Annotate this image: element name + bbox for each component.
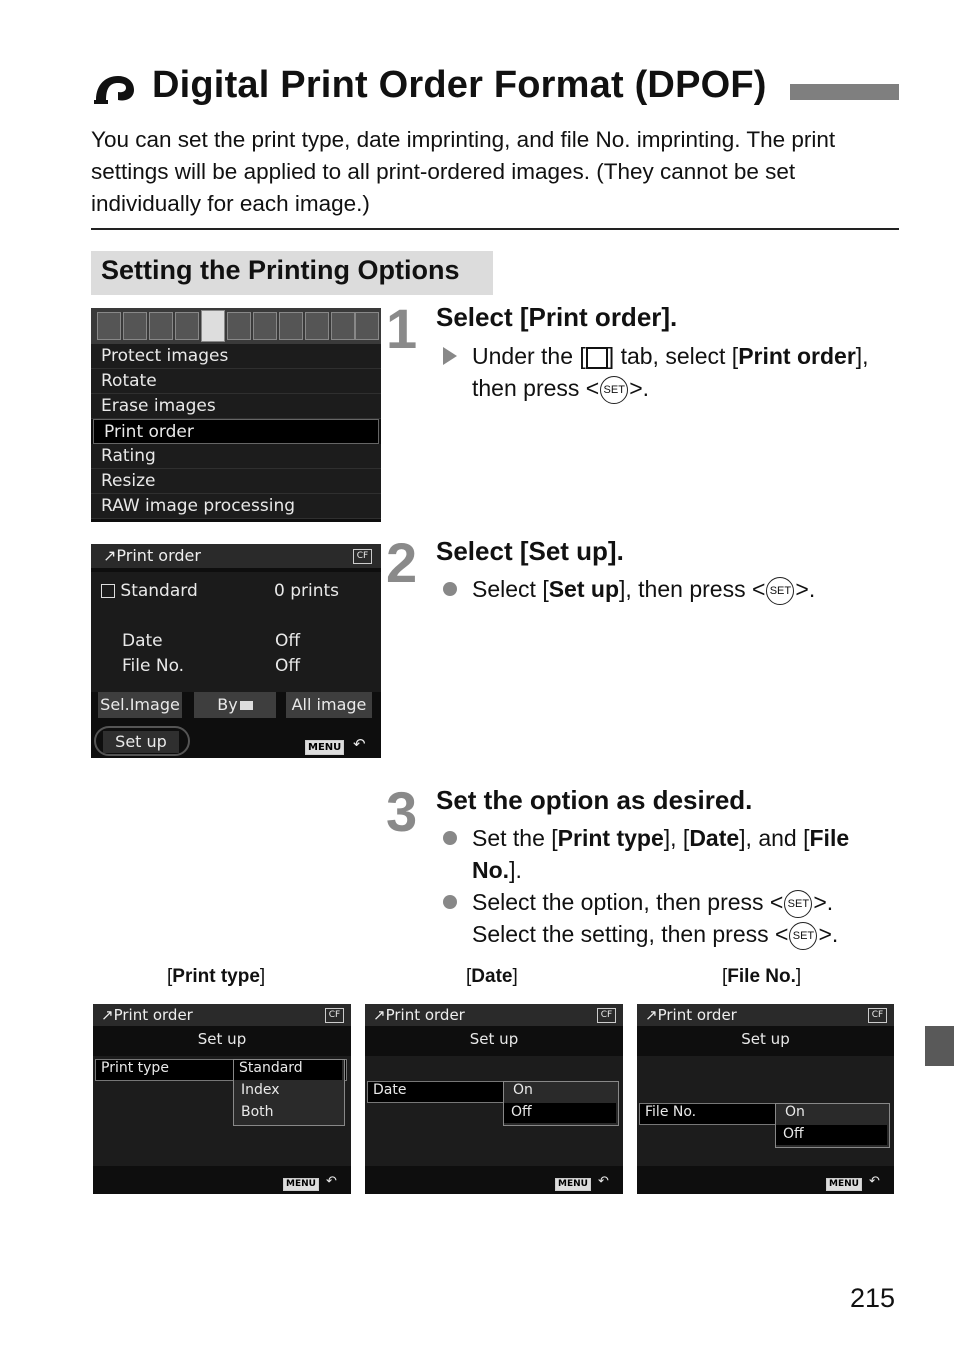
chapter-side-tab (925, 1026, 954, 1066)
sel-image-button: Sel.Image (98, 692, 182, 718)
option-selected: Off (511, 1104, 532, 1120)
text: Under the [ (472, 343, 586, 369)
print-order-icon: ↗ (103, 546, 117, 565)
camera-screen-print-order (91, 544, 381, 758)
caption-file-no (722, 966, 801, 988)
text: ], and [ (739, 825, 810, 851)
screen-header (91, 544, 381, 568)
text: [ (722, 966, 728, 987)
option-label: Date (373, 1082, 407, 1098)
text-bold: Date (689, 825, 740, 851)
text: ], [ (663, 825, 690, 851)
menu-tab-bar (91, 308, 381, 344)
title-decoration-bar (790, 84, 899, 100)
screen-header (637, 1004, 894, 1026)
text-bold: Date (471, 966, 513, 987)
set-up-button: Set up (103, 731, 179, 753)
text-bold: Print type (172, 966, 260, 987)
option-label: Print type (101, 1060, 169, 1076)
step-number: 1 (386, 297, 418, 360)
prints-count: 0 prints (274, 581, 340, 601)
text: >. (818, 921, 839, 947)
playback-tab-icon (201, 310, 225, 342)
text: ], then press < (619, 576, 766, 602)
setup-heading: Set up (741, 1030, 790, 1048)
setup-heading: Set up (469, 1030, 519, 1048)
bullet-icon (443, 831, 457, 845)
text: ]. (509, 857, 522, 883)
camera-screen-file-no (637, 1004, 894, 1194)
date-value: Off (275, 631, 301, 651)
print-order-icon: ↗ (645, 1006, 658, 1024)
option: Index (241, 1082, 280, 1098)
text: ], then press < (472, 343, 869, 401)
divider (91, 228, 899, 230)
page-title: Digital Print Order Format (DPOF) (152, 64, 767, 106)
section-title: Setting the Printing Options (101, 255, 460, 285)
option-selected: Off (783, 1126, 804, 1142)
step-instruction (472, 573, 892, 605)
menu-button-icon: MENU (826, 1178, 862, 1191)
caption-date (466, 966, 518, 988)
intro-paragraph: You can set the print type, date imprinting, and file No. imprinting. The print settings will be applied to all print-ordered images. (They cannot be set individually for each image.) (91, 127, 836, 216)
bullet-icon (443, 582, 457, 596)
by-label: By (217, 695, 238, 714)
screen-header (365, 1004, 623, 1026)
text: Select [ (472, 576, 549, 602)
text: [ (466, 966, 472, 987)
option-label: File No. (645, 1104, 697, 1120)
screen-title: Print order (385, 1006, 465, 1024)
set-button-icon: SET (766, 577, 794, 605)
text: Set the [ (472, 825, 558, 851)
fileno-label: File No. (122, 656, 185, 676)
menu-item-selected: Print order (93, 419, 379, 444)
print-order-icon: ↗ (373, 1006, 386, 1024)
menu-item: Protect images (91, 344, 381, 369)
text-bold: File No. (472, 825, 850, 883)
step-heading: Select [Set up]. (436, 536, 624, 566)
option: Both (241, 1104, 274, 1120)
text: ] (512, 966, 518, 987)
text: >. (629, 375, 650, 401)
cf-card-icon: CF (868, 1008, 887, 1023)
step-number: 3 (386, 780, 418, 843)
text: Select the option, then press < (472, 889, 784, 915)
menu-button-icon: MENU (283, 1178, 319, 1191)
screen-title: Print order (113, 1006, 193, 1024)
page-number: 215 (850, 1283, 896, 1313)
print-type-value: Standard (120, 581, 198, 601)
option-selected: Standard (239, 1060, 303, 1076)
menu-item: Resize (91, 469, 381, 494)
arrow-bullet-icon (443, 347, 457, 365)
date-label: Date (122, 631, 163, 651)
return-icon: ↶ (353, 735, 366, 753)
camera-screen-playback-menu (91, 308, 381, 522)
folder-icon (240, 701, 253, 710)
menu-item: Erase images (91, 394, 381, 419)
menu-item: RAW image processing (91, 494, 381, 519)
set-button-icon: SET (789, 922, 817, 950)
text-bold: Set up (548, 576, 619, 602)
text-bold: File No. (727, 966, 796, 987)
print-order-icon (92, 70, 140, 108)
step-instruction (472, 886, 902, 950)
text-bold: Print order (738, 343, 856, 369)
set-button-icon: SET (784, 890, 812, 918)
screen-header (93, 1004, 351, 1026)
set-button-icon: SET (600, 376, 628, 404)
print-order-icon: ↗ (101, 1006, 114, 1024)
camera-screen-print-type (93, 1004, 351, 1194)
text: >. (795, 576, 816, 602)
cf-card-icon: CF (353, 549, 372, 564)
screen-title: Print order (116, 546, 201, 565)
playback-tab-icon (586, 347, 608, 369)
text: >. (813, 889, 834, 915)
step-heading: Set the option as desired. (436, 785, 753, 815)
text: ] (795, 966, 802, 987)
menu-button-icon: MENU (555, 1178, 591, 1191)
option: On (513, 1082, 533, 1098)
text: Select the setting, then press < (472, 921, 789, 947)
screen-title: Print order (657, 1006, 737, 1024)
text-bold: Print type (557, 825, 664, 851)
setup-heading: Set up (197, 1030, 247, 1048)
menu-button-icon: MENU (305, 740, 344, 755)
camera-screen-date (365, 1004, 623, 1194)
cf-card-icon: CF (597, 1008, 616, 1023)
return-icon: ↶ (326, 1174, 337, 1189)
bullet-icon (443, 895, 457, 909)
menu-item: Rating (91, 444, 381, 469)
text: ] tab, select [ (607, 343, 739, 369)
text: [ (167, 966, 173, 987)
by-folder-button (194, 692, 276, 718)
step-instruction (472, 340, 892, 404)
menu-item: Rotate (91, 369, 381, 394)
return-icon: ↶ (598, 1174, 609, 1189)
option: On (785, 1104, 805, 1120)
cf-card-icon: CF (325, 1008, 344, 1023)
step-heading: Select [Print order]. (436, 302, 678, 332)
standard-icon (101, 584, 115, 598)
print-type-row (101, 581, 198, 601)
return-icon: ↶ (869, 1174, 880, 1189)
fileno-value: Off (275, 656, 301, 676)
caption-print-type (167, 966, 265, 988)
step-number: 2 (386, 531, 418, 594)
all-image-button: All image (286, 692, 372, 718)
text: ] (259, 966, 266, 987)
step-instruction (472, 822, 902, 886)
